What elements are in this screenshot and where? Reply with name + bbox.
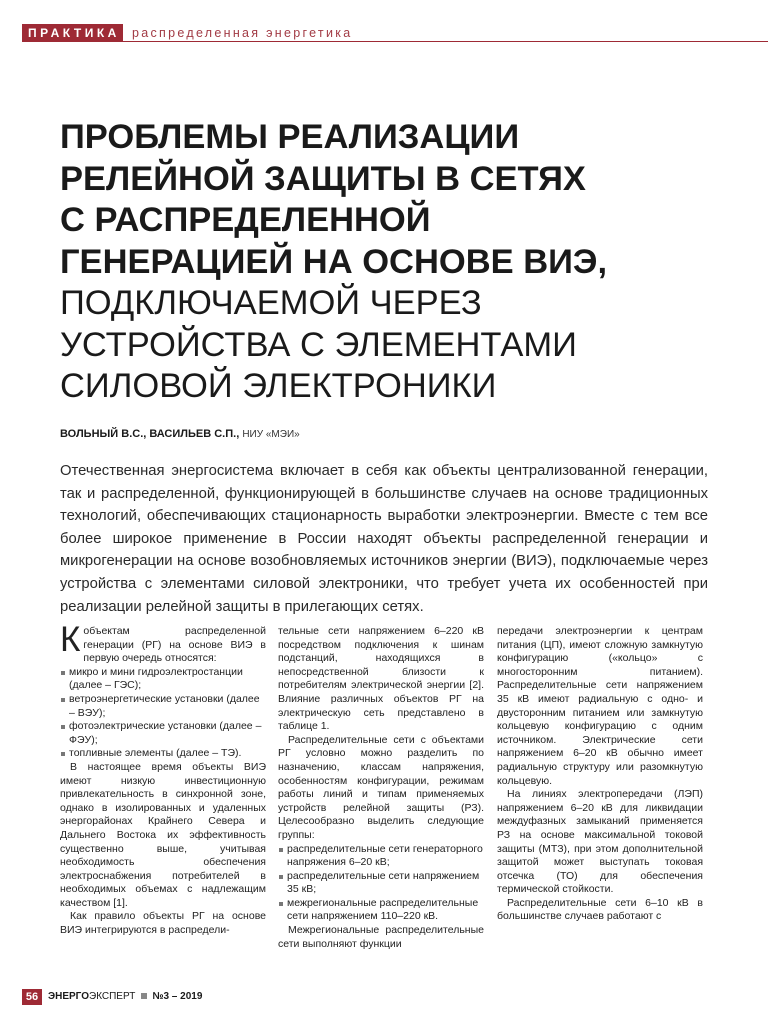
network-groups-list	[278, 843, 484, 925]
author-affiliation: НИУ «МЭИ»	[242, 429, 300, 440]
article-lead: Отечественная энергосистема включает в себя как объекты централизованной генерации, так и распределенной, функционирующей в большинстве случаев на основе традиционных технологий, обеспечивающих стационарность выработки электроэнергии. Вместе с тем все более широкое применение в России находят объекты распределенной генерации и микрогенерации на основе возобновляемых источников энергии (ВИЭ), подключаемые через устройства с элементами силовой электроники, что требует учета их особенностей при реализации релейной защиты в прилегающих сетях.	[60, 463, 708, 615]
intro-text: объектам распределенной генерации (РГ) на основе ВИЭ в первую очередь относятся:	[83, 625, 266, 665]
rg-types-list	[60, 666, 266, 761]
title-line: УСТРОЙСТВА С ЭЛЕМЕНТАМИ	[60, 325, 577, 364]
body-paragraph: Распределительные сети 6–10 кВ в большинстве случаев работают с	[497, 896, 703, 923]
journal-name	[48, 989, 202, 1005]
body-paragraph: На линиях электропередачи (ЛЭП) напряжением 6–20 кВ для ликвидации междуфазных замыканий применяется РЗ на основе максимальной токовой защиты (МТЗ), при этом дополнительной защитой может выступать токовая отсечка (ТО) для обеспечения термической стойкости.	[497, 788, 703, 896]
list-item: топливные элементы (далее – ТЭ).	[60, 747, 266, 761]
list-item: распределительные сети напряжением 35 кВ;	[278, 870, 484, 897]
list-item: ветроэнергетические установки (далее – ВЭУ);	[60, 693, 266, 720]
header-divider	[22, 41, 768, 42]
topic-label: распределенная энергетика	[132, 26, 353, 40]
issue-number: №3 – 2019	[152, 991, 203, 1002]
list-item: фотоэлектрические установки (далее – ФЭУ);	[60, 720, 266, 747]
list-item: микро и мини гидроэлектростанции (далее – ГЭС);	[60, 666, 266, 693]
journal-name-bold: ЭНЕРГО	[48, 991, 89, 1002]
title-line: ПРОБЛЕМЫ РЕАЛИЗАЦИИ	[60, 118, 520, 156]
intro-paragraph	[60, 620, 266, 666]
title-line: РЕЛЕЙНОЙ ЗАЩИТЫ В СЕТЯХ	[60, 159, 586, 198]
list-item: распределительные сети генераторного напряжения 6–20 кВ;	[278, 843, 484, 870]
body-paragraph: В настоящее время объекты ВИЭ имеют низкую инвестиционную привлекательность в синхронной зоне, однако в изолированных и удаленных энергорайонах Крайнего Севера и Дальнего Востока их эффективность существенно выше, учитывая необходимость обеспечения электроснабжения потребителей в необходимых объемах с надлежащим качеством [1].	[60, 760, 266, 909]
text-column-2	[278, 625, 484, 951]
title-line: ГЕНЕРАЦИЕЙ НА ОСНОВЕ ВИЭ,	[60, 242, 608, 281]
separator-square-icon	[141, 993, 147, 999]
title-line: СИЛОВОЙ ЭЛЕКТРОНИКИ	[60, 367, 497, 405]
body-paragraph: передачи электроэнергии к центрам питания (ЦП), имеют сложную замкнутую конфигурацию («кольцо» с многосторонним питанием). Распределительные сети напряжением 35 кВ имеют радиальную с одно- и двусторонним питанием или замкнутую кольцевую конфигурацию с одним источником. Электрические сети напряжением 6–20 кВ обычно имеет радиальную структуру или разомкнутую кольцевую.	[497, 625, 703, 787]
page-number: 56	[22, 989, 42, 1005]
article-title	[60, 117, 750, 408]
list-item: межрегиональные распределительные сети напряжением 110–220 кВ.	[278, 897, 484, 924]
body-paragraph: Межрегиональные распределительные сети выполняют функции	[278, 924, 484, 950]
page-footer	[22, 989, 422, 1005]
body-paragraph: Распределительные сети с объектами РГ условно можно разделить по назначению, классам напряжения, особенностям конфигурации, режимам работы линий и типам применяемых устройств релейной защиты (РЗ). Целесообразно выделить следующие группы:	[278, 733, 484, 841]
author-names: ВОЛЬНЫЙ В.С., ВАСИЛЬЕВ С.П.,	[60, 428, 240, 440]
title-line: ПОДКЛЮЧАЕМОЙ ЧЕРЕЗ	[60, 284, 482, 322]
article-authors	[60, 428, 300, 440]
title-line: С РАСПРЕДЕЛЕННОЙ	[60, 201, 431, 239]
body-paragraph: тельные сети напряжением 6–220 кВ посредством подключения к шинам подстанций, находящихся в непосредственной близости к потребителям электрической энергии [2]. Влияние различных объектов РГ на электрическую сеть представлено в таблице 1.	[278, 625, 484, 733]
journal-name-rest: ЭКСПЕРТ	[89, 991, 136, 1002]
drop-cap: К	[60, 620, 81, 659]
text-column-1	[60, 620, 266, 938]
body-paragraph: Как правило объекты РГ на основе ВИЭ интегрируются в распредели-	[60, 910, 266, 937]
text-column-3	[497, 625, 703, 924]
rubric-label: ПРАКТИКА	[22, 24, 123, 42]
section-header	[22, 24, 768, 42]
